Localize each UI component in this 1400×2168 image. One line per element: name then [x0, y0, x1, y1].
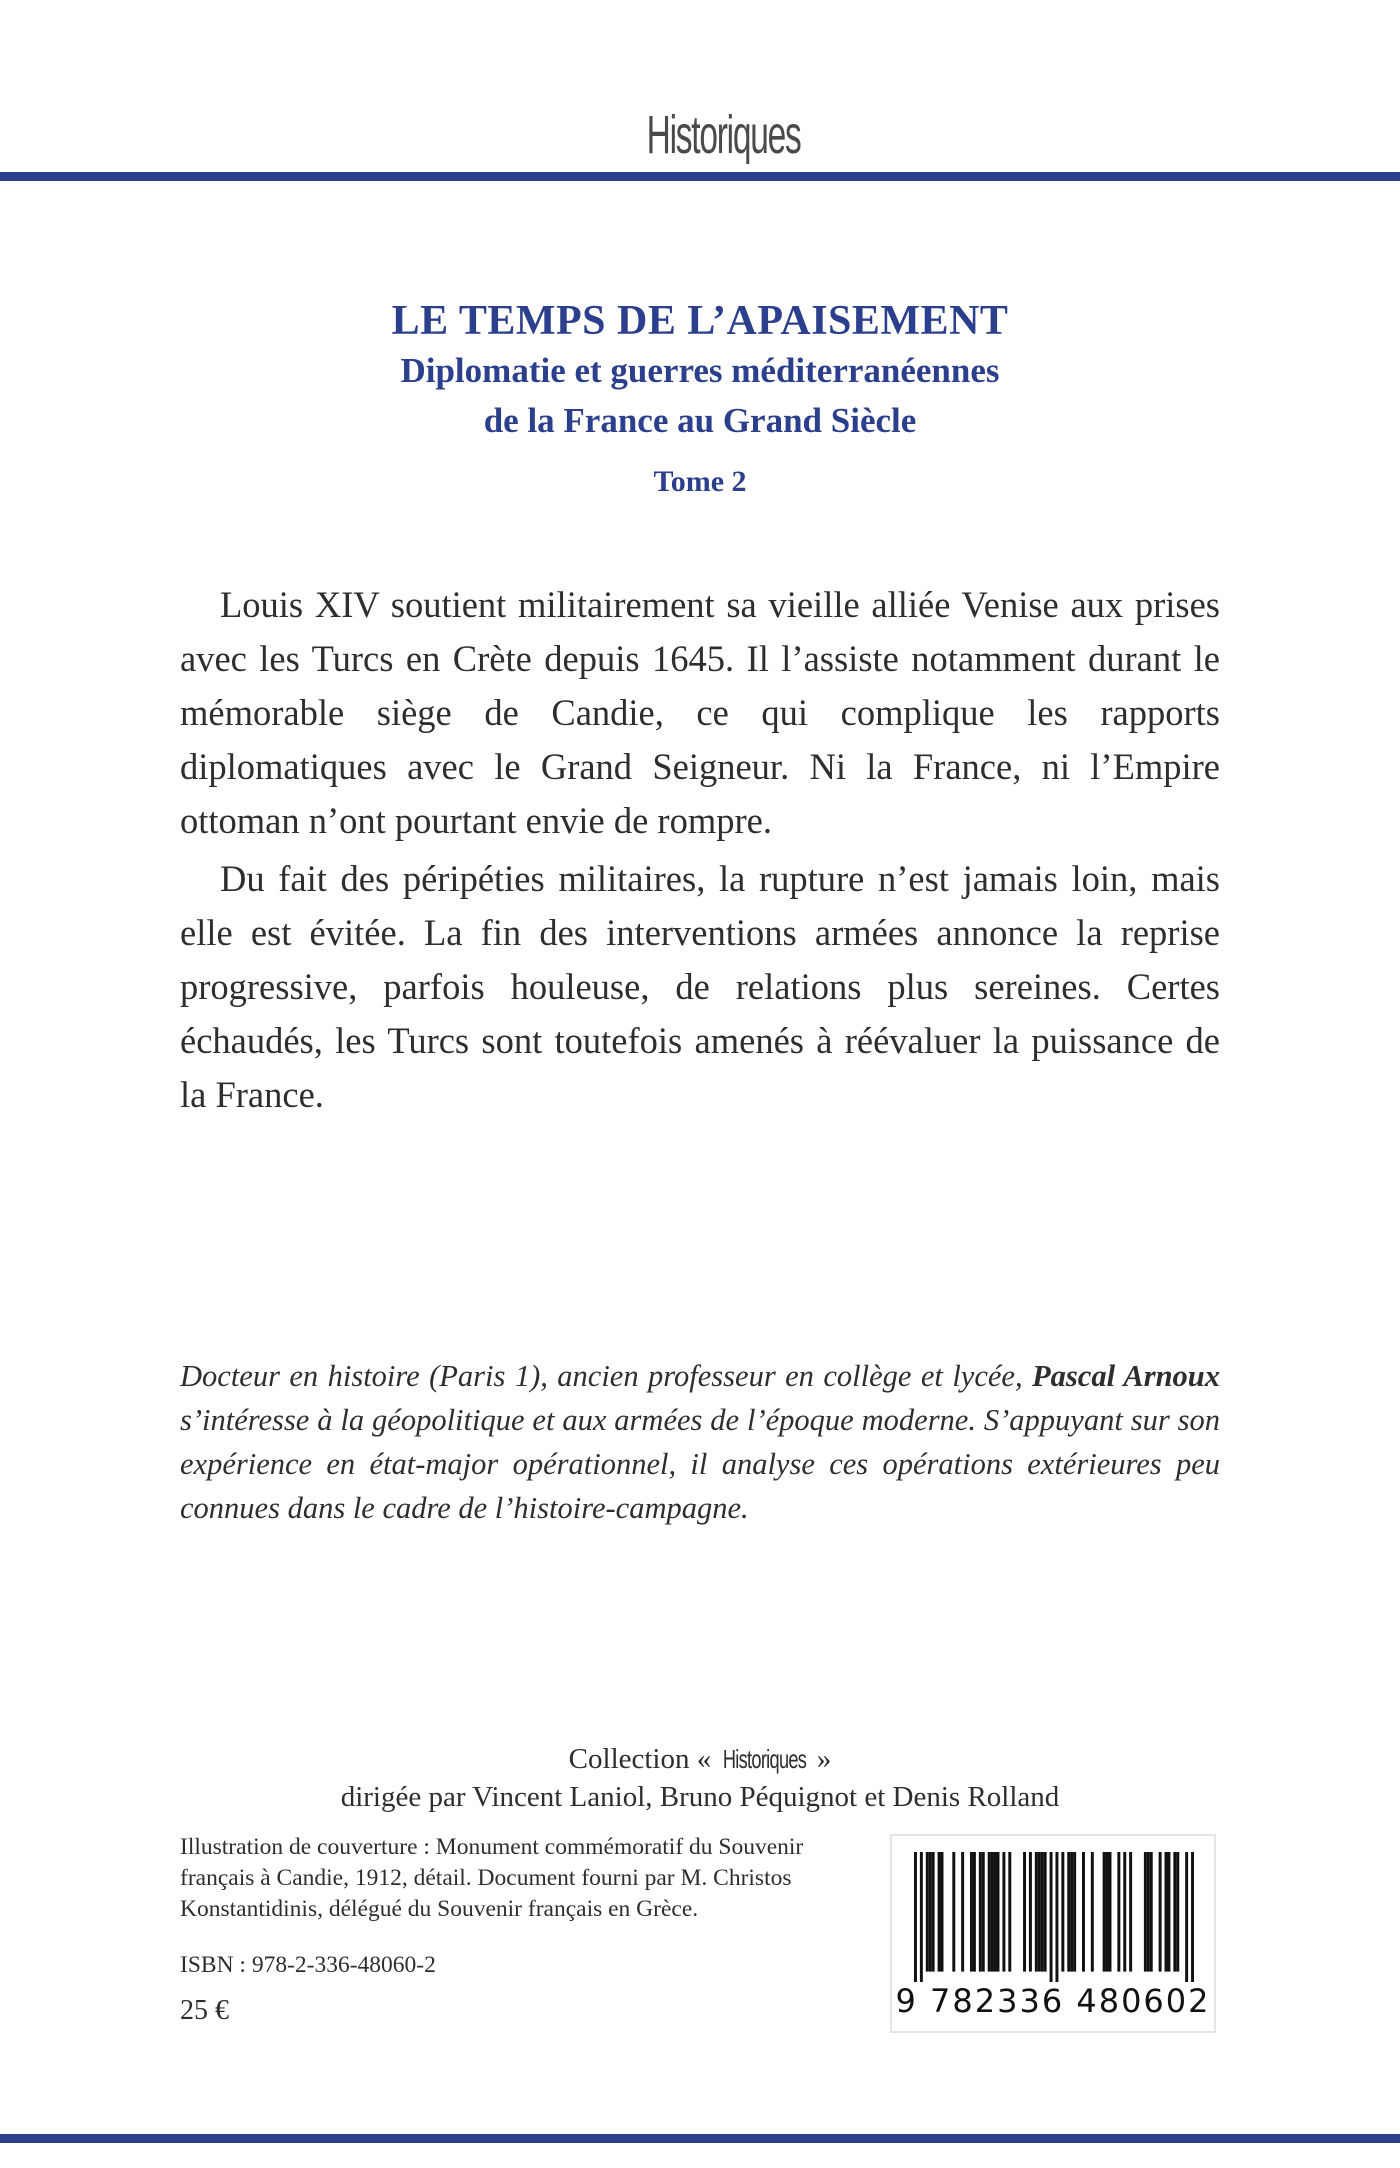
author-name: Pascal Arnoux — [1032, 1359, 1220, 1393]
illustration-credits: Illustration de couverture : Monument commémoratif du Souvenir français à Candie, 1912, détail. Document fourni par M. Christos Konstantidinis, délégué du Souvenir français en Grèce. — [180, 1834, 804, 1922]
author-bio-rest: s’intéresse à la géopolitique et aux armées de l’époque moderne. S’appuyant sur son expérience en état-major opérationnel, il analyse ces opérations extérieures peu connues dans le cadre de l’histoire-campagne. — [180, 1403, 1220, 1525]
barcode-bar — [1173, 1852, 1176, 1972]
title-block — [0, 298, 1400, 499]
barcode-bar — [1035, 1852, 1038, 1972]
barcode-bar — [988, 1852, 991, 1972]
barcode-bar — [1176, 1852, 1179, 1972]
barcode-bar — [970, 1852, 973, 1972]
barcode-bar — [1041, 1852, 1044, 1972]
barcode-bar — [1165, 1852, 1168, 1972]
barcode — [890, 1834, 1216, 2033]
barcode-bar — [1091, 1852, 1094, 1972]
barcode-bar — [1191, 1852, 1194, 1982]
barcode-bar — [1044, 1852, 1047, 1972]
barcode-bar — [1150, 1852, 1153, 1972]
barcode-bar — [1147, 1852, 1150, 1972]
collection-line — [0, 1740, 1400, 1778]
barcode-bar — [920, 1852, 923, 1982]
barcode-bar — [926, 1852, 929, 1972]
barcode-bar — [1159, 1852, 1162, 1972]
summary-paragraph-1: Louis XIV soutient militairement sa vieille alliée Venise aux prises avec les Turcs en Crète depuis 1645. Il l’assiste notamment durant le mémorable siège de Candie, ce qui complique les rapports diplomatiques avec le Grand Seigneur. Ni la France, ni l’Empire ottoman n’ont pourtant envie de rompre. — [180, 584, 1220, 841]
barcode-bar — [929, 1852, 932, 1972]
book-subtitle-line-2: de la France au Grand Siècle — [483, 400, 917, 440]
barcode-bar — [994, 1852, 997, 1972]
barcode-bar — [914, 1852, 917, 1982]
collection-directors: dirigée par Vincent Laniol, Bruno Péquignot et Denis Rolland — [340, 1781, 1060, 1813]
author-bio — [180, 1354, 1220, 1530]
book-subtitle-line-1: Diplomatie et guerres méditerranéennes — [400, 351, 1000, 391]
barcode-bar — [941, 1852, 944, 1972]
collection-prefix: Collection « — [568, 1743, 712, 1775]
barcode-digits: 9 782336 480602 — [895, 1982, 1211, 2020]
barcode-bar — [1109, 1852, 1112, 1972]
collection-series-name: Historiques — [722, 1744, 806, 1774]
isbn-label: ISBN : 978-2-336-48060-2 — [180, 1952, 436, 1978]
barcode-bar — [1029, 1852, 1032, 1972]
barcode-bar — [952, 1852, 955, 1972]
summary-paragraph-2: Du fait des péripéties militaires, la rupture n’est jamais loin, mais elle est évitée. La fin des interventions armées annonce la reprise progressive, parfois houleuse, de relations plus sereines. Certes échaudés, les Turcs sont toutefois amenés à réévaluer la puissance de la France. — [180, 858, 1220, 1115]
barcode-bar — [1073, 1852, 1076, 1972]
book-title: LE TEMPS DE L’APAISEMENT — [391, 298, 1009, 344]
barcode-bar — [1070, 1852, 1073, 1972]
top-rule — [0, 172, 1400, 181]
barcode-bar — [1144, 1852, 1147, 1972]
barcode-bar — [1067, 1852, 1070, 1972]
barcode-bar — [1123, 1852, 1126, 1972]
barcode-bar — [1050, 1852, 1053, 1982]
barcode-bar — [1185, 1852, 1188, 1982]
barcode-bar — [1117, 1852, 1120, 1972]
barcode-bar — [1008, 1852, 1011, 1972]
series-logo: Historiques — [646, 105, 801, 165]
barcode-bar — [1061, 1852, 1064, 1972]
volume-label: Tome 2 — [653, 465, 747, 499]
barcode-bar — [1106, 1852, 1109, 1972]
barcode-bar — [982, 1852, 985, 1972]
barcode-bar — [997, 1852, 1000, 1972]
bottom-rule — [0, 2134, 1400, 2143]
collection-suffix: » — [816, 1743, 832, 1775]
barcode-bar — [991, 1852, 994, 1972]
barcode-bar — [1167, 1852, 1170, 1972]
barcode-bar — [979, 1852, 982, 1972]
barcode-bar — [932, 1852, 935, 1972]
barcode-bar — [1055, 1852, 1058, 1982]
barcode-bar — [1023, 1852, 1026, 1972]
collection-info — [0, 1740, 1400, 1816]
barcode-bar — [961, 1852, 964, 1972]
barcode-bar — [1002, 1852, 1005, 1972]
barcode-bar — [938, 1852, 941, 1972]
price-label: 25 € — [180, 1995, 229, 2026]
barcode-bars — [914, 1852, 1194, 1982]
barcode-bar — [1038, 1852, 1041, 1972]
barcode-bar — [1082, 1852, 1085, 1972]
barcode-bar — [1129, 1852, 1132, 1972]
barcode-bar — [1103, 1852, 1106, 1972]
barcode-bar — [973, 1852, 976, 1972]
summary-text — [180, 578, 1220, 1126]
author-bio-intro: Docteur en histoire (Paris 1), ancien professeur en collège et lycée, — [180, 1359, 1023, 1393]
